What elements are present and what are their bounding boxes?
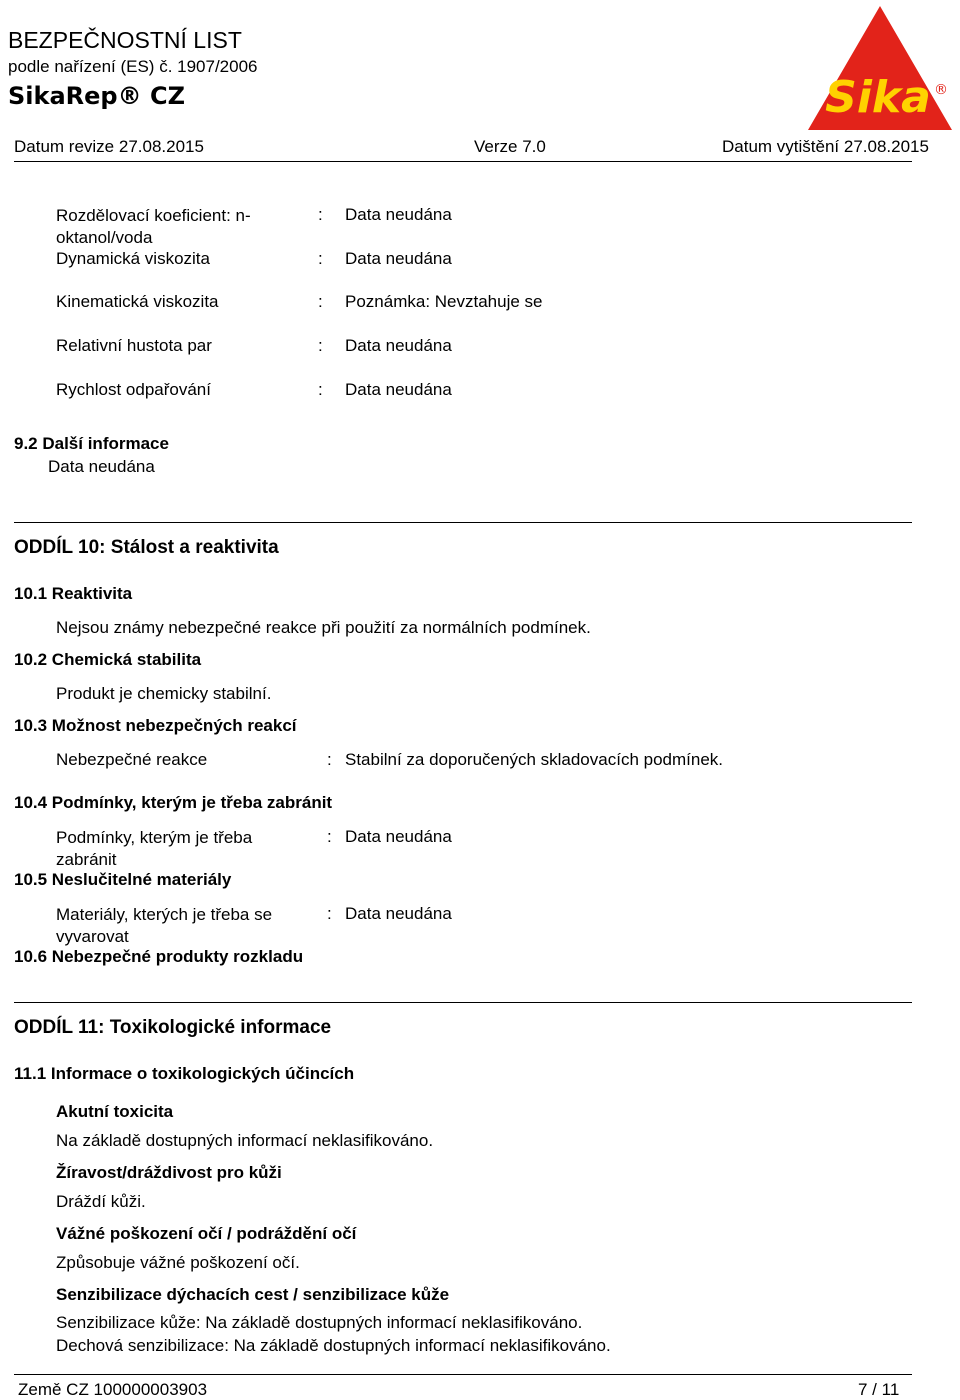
section-10-4-value: Data neudána <box>345 827 452 846</box>
tox-text-sensitization-respiratory: Dechová senzibilizace: Na základě dostupných informací neklasifikováno. <box>56 1336 611 1355</box>
section-10-2-text: Produkt je chemicky stabilní. <box>56 684 272 703</box>
tox-heading-eye: Vážné poškození očí / podráždění očí <box>56 1224 357 1243</box>
footer-divider <box>14 1374 912 1375</box>
prop-value-evaporation-rate: Data neudána <box>345 380 452 399</box>
prop-label-dynamic-viscosity: Dynamická viskozita <box>56 249 210 268</box>
section-10-5-label: Materiály, kterých je třeba se vyvarovat <box>56 905 273 946</box>
revision-date: Datum revize 27.08.2015 <box>14 137 204 156</box>
prop-label-evaporation-rate: Rychlost odpařování <box>56 380 211 399</box>
section-10-title: ODDÍL 10: Stálost a reaktivita <box>14 537 279 558</box>
colon: : <box>318 380 323 399</box>
header-divider <box>14 161 912 162</box>
section-10-5-value: Data neudána <box>345 904 452 923</box>
section-10-5-title: 10.5 Neslučitelné materiály <box>14 870 232 889</box>
section-10-1-text: Nejsou známy nebezpečné reakce při použití za normálních podmínek. <box>56 618 591 637</box>
prop-value-partition: Data neudána <box>345 205 452 224</box>
section-10-4-title: 10.4 Podmínky, kterým je třeba zabránit <box>14 793 333 812</box>
section-10-2-title: 10.2 Chemická stabilita <box>14 650 202 669</box>
prop-value-dynamic-viscosity: Data neudána <box>345 249 452 268</box>
section-10-1-title: 10.1 Reaktivita <box>14 584 133 603</box>
prop-label-vapor-density: Relativní hustota par <box>56 336 212 355</box>
section-10-3-title: 10.3 Možnost nebezpečných reakcí <box>14 716 297 735</box>
section-10-4-label: Podmínky, kterým je třeba zabránit <box>56 828 253 869</box>
tox-text-acute: Na základě dostupných informací neklasifikováno. <box>56 1131 434 1150</box>
section-divider <box>14 522 912 523</box>
tox-text-eye: Způsobuje vážné poškození očí. <box>56 1253 300 1272</box>
section-10-6-title: 10.6 Nebezpečné produkty rozkladu <box>14 947 304 966</box>
colon: : <box>318 336 323 355</box>
tox-heading-skin: Žíravost/dráždivost pro kůži <box>56 1163 282 1182</box>
footer-page-number: 7 / 11 <box>858 1380 900 1399</box>
colon: : <box>318 249 323 268</box>
logo-registered-mark: ® <box>934 82 948 98</box>
colon: : <box>327 750 332 769</box>
colon: : <box>318 292 323 311</box>
prop-label-kinematic-viscosity: Kinematická viskozita <box>56 292 219 311</box>
section-11-title: ODDÍL 11: Toxikologické informace <box>14 1017 332 1038</box>
section-10-3-value: Stabilní za doporučených skladovacích podmínek. <box>345 750 724 769</box>
section-10-3-label: Nebezpečné reakce <box>56 750 208 769</box>
colon: : <box>327 827 332 846</box>
sika-logo <box>806 4 954 132</box>
tox-heading-sensitization: Senzibilizace dýchacích cest / senzibilizace kůže <box>56 1285 450 1304</box>
section-divider <box>14 1002 912 1003</box>
section-9-2-text: Data neudána <box>48 457 155 476</box>
prop-value-kinematic-viscosity: Poznámka: Nevztahuje se <box>345 292 543 311</box>
footer-country: Země CZ 100000003903 <box>18 1380 208 1399</box>
document-title: BEZPEČNOSTNÍ LIST <box>8 27 242 53</box>
logo-wordmark: Sika <box>825 72 931 123</box>
prop-label-partition: Rozdělovací koeficient: n-oktanol/voda <box>56 206 251 247</box>
section-11-1-title: 11.1 Informace o toxikologických účincích <box>14 1064 355 1083</box>
prop-value-vapor-density: Data neudána <box>345 336 452 355</box>
version: Verze 7.0 <box>474 137 546 156</box>
tox-text-skin: Dráždí kůži. <box>56 1192 146 1211</box>
colon: : <box>318 205 323 224</box>
print-date: Datum vytištění 27.08.2015 <box>722 137 929 156</box>
colon: : <box>327 904 332 923</box>
tox-text-sensitization-skin: Senzibilizace kůže: Na základě dostupných informací neklasifikováno. <box>56 1313 583 1332</box>
tox-heading-acute: Akutní toxicita <box>56 1102 174 1121</box>
regulation-line: podle nařízení (ES) č. 1907/2006 <box>8 57 258 76</box>
product-name: SikaRep® CZ <box>8 82 185 110</box>
section-9-2-title: 9.2 Další informace <box>14 434 169 453</box>
